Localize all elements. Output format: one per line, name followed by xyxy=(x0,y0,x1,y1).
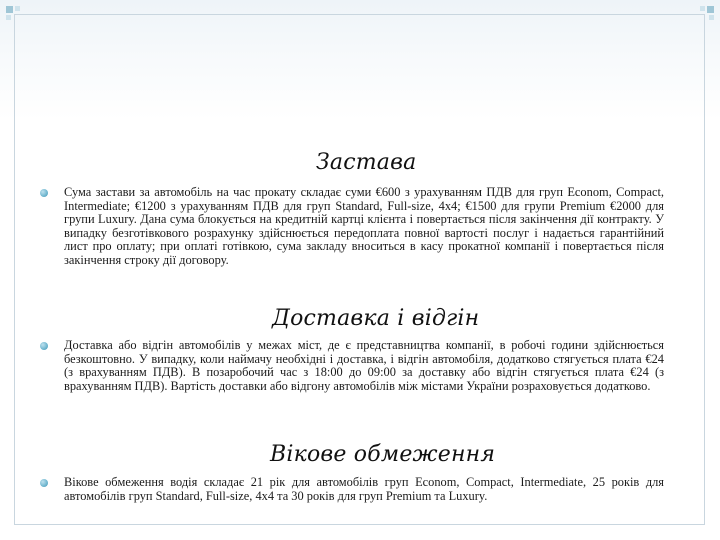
bullet-icon xyxy=(40,189,48,197)
corner-ornament-icon xyxy=(4,4,24,24)
section-title-delivery: Доставка і відгін xyxy=(272,306,480,331)
section-title-age-limit: Вікове обмеження xyxy=(270,442,496,467)
corner-ornament-icon xyxy=(696,4,716,24)
age-limit-paragraph: Вікове обмеження водія складає 21 рік для автомобілів груп Econom, Compact, Intermediate, 25 років для автомобілів груп Standard, Full-size, 4x4 та 30 років для груп Premium та Luxury. xyxy=(64,475,664,503)
bullet-icon xyxy=(40,342,48,350)
deposit-paragraph: Сума застави за автомобіль на час прокату складає суми €600 з урахуванням ПДВ для груп Econom, Compact, Intermediate; €1200 з урахуванням ПДВ для груп Standard, Full-size, 4x4; €1500 для групи Premium €2000 для групи Luxury. Дана сума блокується на кредитній картці клієнта і повертається після закінчення дії контракту. У випадку безготівкового розрахунку здійснюється передоплата повної вартості послуг і надається гарантійний лист про оплату; при оплаті готівкою, сума закладу вноситься в касу прокатної компанії і повертається після закінчення строку дії договору. xyxy=(64,185,664,267)
delivery-paragraph: Доставка або відгін автомобілів у межах міст, де є представництва компанії, в робочі години здійснюється безкоштовно. У випадку, коли наймачу необхідні і доставка, і відгін автомобіля, додатково стягується плата €24 (з врахуванням ПДВ). В позаробочий час з 18:00 до 09:00 за доставку або відгін стягується плата €24 (з врахуванням ПДВ). Вартість доставки або відгону автомобілів між містами України розраховується додатково. xyxy=(64,338,664,393)
section-title-deposit: Застава xyxy=(316,150,417,175)
bullet-icon xyxy=(40,479,48,487)
